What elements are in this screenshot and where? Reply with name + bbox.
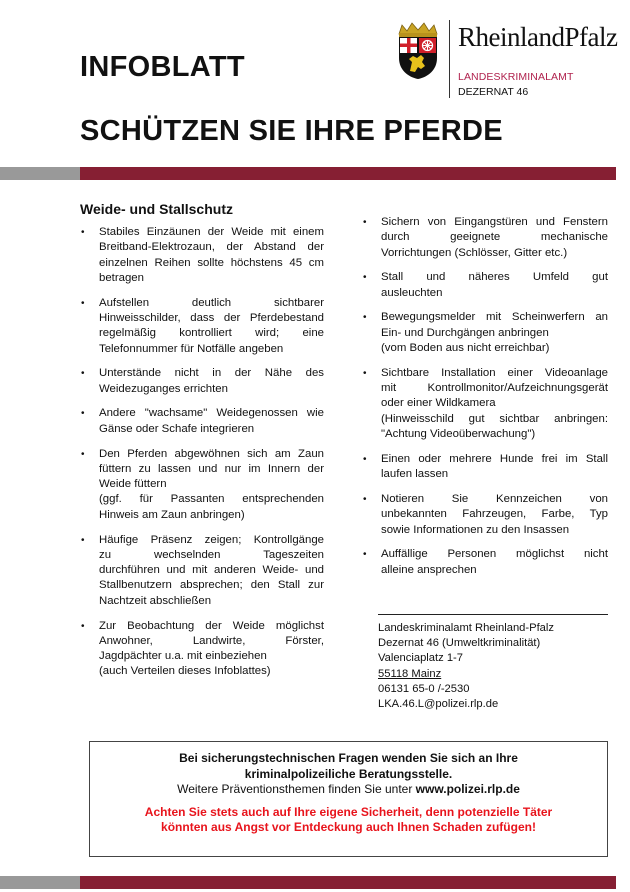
- list-item-line: unbekannten Fahrzeugen, Farbe, Typ: [381, 508, 608, 521]
- bullet-icon: •: [81, 448, 85, 460]
- advice-box: [89, 741, 608, 857]
- list-item: [362, 547, 608, 578]
- list-item-line: Telefonnummer für Notfälle angeben: [99, 342, 284, 355]
- bullet-icon: •: [363, 217, 367, 228]
- list-item: [80, 406, 324, 437]
- advice-line-3-text: Weitere Präventionsthemen finden Sie unter: [177, 782, 416, 796]
- advice-line-2: kriminalpolizeiliche Beratungsstelle.: [244, 766, 453, 781]
- contact-divider: [378, 614, 608, 615]
- list-item-line: Gänse oder Schafe integrieren: [99, 422, 255, 435]
- bullet-icon: •: [363, 453, 367, 465]
- bullet-icon: •: [363, 312, 367, 324]
- contact-email[interactable]: LKA.46.L@polizei.rlp.de: [378, 698, 499, 711]
- list-item-line: Nachtzeit abschließen: [99, 594, 212, 607]
- list-item-line: Jagdpächter u.a. mit einbeziehen: [99, 650, 267, 663]
- list-item: [80, 447, 324, 523]
- bullet-icon: •: [363, 493, 367, 505]
- list-item-line: Hinweisschilder, dass der Pferdebestand: [99, 311, 324, 324]
- top-divider-red: [80, 167, 616, 180]
- bullet-icon: •: [363, 272, 367, 284]
- list-item: [362, 452, 608, 483]
- contact-dept: Dezernat 46 (Umweltkriminalität): [378, 637, 541, 650]
- list-item-line: Einen oder mehrere Hunde frei im Stall: [381, 452, 608, 465]
- list-item-line: oder einer Wildkamera: [381, 397, 496, 410]
- list-item: [362, 270, 608, 301]
- list-item-line: einzelnen Reihen sollte höchstens 45 cm: [99, 256, 324, 269]
- list-item-line: Hinweis am Zaun anbringen): [99, 508, 245, 521]
- list-item-line: Stallbenutzern absprechen; den Stall zur: [99, 579, 324, 592]
- list-item: [80, 619, 324, 680]
- advice-line-1: Bei sicherungstechnischen Fragen wenden Sie sich an Ihre: [179, 751, 518, 765]
- list-item-line: durch geeignete mechanische: [381, 231, 608, 244]
- list-item-line: alleine ansprechen: [381, 563, 477, 576]
- list-item-line: (ggf. für Passanten entsprechenden: [99, 493, 324, 506]
- list-item-line: (auch Verteilen dieses Infoblattes): [99, 665, 271, 678]
- logo-agency-name: LANDESKRIMINALAMT: [458, 71, 574, 83]
- list-item-line: sowie Informationen zu den Insassen: [381, 523, 570, 536]
- bullet-icon: •: [81, 534, 85, 546]
- list-item: [362, 310, 608, 356]
- left-tips-list: [80, 225, 324, 689]
- logo-department: DEZERNAT 46: [458, 86, 529, 98]
- logo-divider: [449, 20, 450, 98]
- list-item-line: betragen: [99, 271, 144, 284]
- contact-street: Valenciaplatz 1-7: [378, 652, 463, 665]
- list-item-line: Den Pferden abgewöhnen sich am Zaun: [99, 447, 324, 460]
- section-heading: Weide- und Stallschutz: [80, 201, 233, 217]
- logo-wordmark: RheinlandPfalz: [458, 22, 618, 52]
- bullet-icon: •: [363, 367, 367, 379]
- list-item: [80, 533, 324, 609]
- list-item: [80, 225, 324, 286]
- list-item-line: Auffällige Personen möglichst nicht: [381, 548, 608, 561]
- list-item-line: Unterstände nicht in der Nähe des: [99, 367, 324, 380]
- list-item-line: mit Kontrollmonitor/Aufzeichnungsgerät: [381, 382, 608, 395]
- page-title: SCHÜTZEN SIE IHRE PFERDE: [80, 115, 503, 147]
- list-item-line: Stall und näheres Umfeld gut: [381, 271, 608, 284]
- list-item: [362, 215, 608, 261]
- list-item-line: Vorrichtungen (Schlösser, Gitter etc.): [381, 246, 568, 259]
- list-item-line: laufen lassen: [381, 468, 449, 481]
- top-divider-gray: [0, 167, 80, 180]
- list-item-line: Bewegungsmelder mit Scheinwerfern an: [381, 311, 608, 324]
- list-item-line: zu wechselnden Tageszeiten: [99, 548, 324, 561]
- list-item-line: Stabiles Einzäunen der Weide mit einem: [99, 226, 324, 238]
- bullet-icon: •: [81, 297, 85, 309]
- bottom-divider-red: [80, 876, 616, 889]
- list-item-line: regelmäßig kontrolliert wird; eine: [99, 327, 324, 340]
- bullet-icon: •: [363, 549, 367, 561]
- list-item: [80, 366, 324, 397]
- bottom-divider-gray: [0, 876, 80, 889]
- contact-phone: 06131 65-0 /-2530: [378, 682, 470, 695]
- list-item-line: Häufige Präsenz zeigen; Kontrollgänge: [99, 533, 324, 546]
- list-item-line: Weidezuganges errichten: [99, 382, 228, 395]
- list-item-line: Ein- und Durchgängen anbringen: [381, 326, 549, 339]
- list-item-line: Zur Beobachtung der Weide möglichst: [99, 619, 324, 632]
- bullet-icon: •: [81, 227, 85, 238]
- coat-of-arms-icon: [396, 22, 440, 80]
- list-item-line: Breitband-Elektrozaun, der Abstand der: [99, 241, 324, 254]
- list-item-line: Weide füttern: [99, 478, 167, 491]
- contact-block: [378, 621, 554, 712]
- list-item-line: durchführen und mit anderen Weide- und: [99, 564, 324, 577]
- list-item: [362, 492, 608, 538]
- list-item-line: Sichtbare Installation einer Videoanlage: [381, 366, 608, 379]
- contact-city: 55118 Mainz: [378, 667, 442, 680]
- bullet-icon: •: [81, 368, 85, 380]
- list-item-line: (Hinweisschild gut sichtbar anbringen:: [381, 412, 608, 425]
- list-item-line: Notieren Sie Kennzeichen von: [381, 492, 608, 505]
- list-item-line: ausleuchten: [381, 286, 443, 299]
- warning-line-1: Achten Sie stets auch auf Ihre eigene Sicherheit, denn potenzielle Täter: [144, 804, 553, 819]
- list-item-line: Sichern von Eingangstüren und Fenstern: [381, 216, 608, 228]
- list-item-line: "Achtung Videoüberwachung"): [381, 428, 536, 441]
- website-link[interactable]: www.polizei.rlp.de: [415, 782, 520, 796]
- list-item-line: (vom Boden aus nicht erreichbar): [381, 342, 550, 355]
- right-tips-list: [362, 215, 608, 587]
- advice-line-3: [90, 782, 607, 798]
- list-item-line: Andere "wachsame" Weidegenossen wie: [99, 407, 324, 420]
- list-item: [80, 296, 324, 357]
- warning-line-2: könnten aus Angst vor Entdeckung auch Ihnen Schaden zufügen!: [161, 820, 536, 834]
- list-item-line: füttern zu lassen und nur im Innern der: [99, 462, 324, 475]
- list-item: [362, 366, 608, 442]
- list-item-line: Aufstellen deutlich sichtbarer: [99, 296, 324, 309]
- list-item-line: Anwohner, Landwirte, Förster,: [99, 634, 324, 647]
- bullet-icon: •: [81, 620, 85, 632]
- bullet-icon: •: [81, 408, 85, 420]
- document-type-title: INFOBLATT: [80, 51, 245, 83]
- contact-org: Landeskriminalamt Rheinland-Pfalz: [378, 622, 554, 634]
